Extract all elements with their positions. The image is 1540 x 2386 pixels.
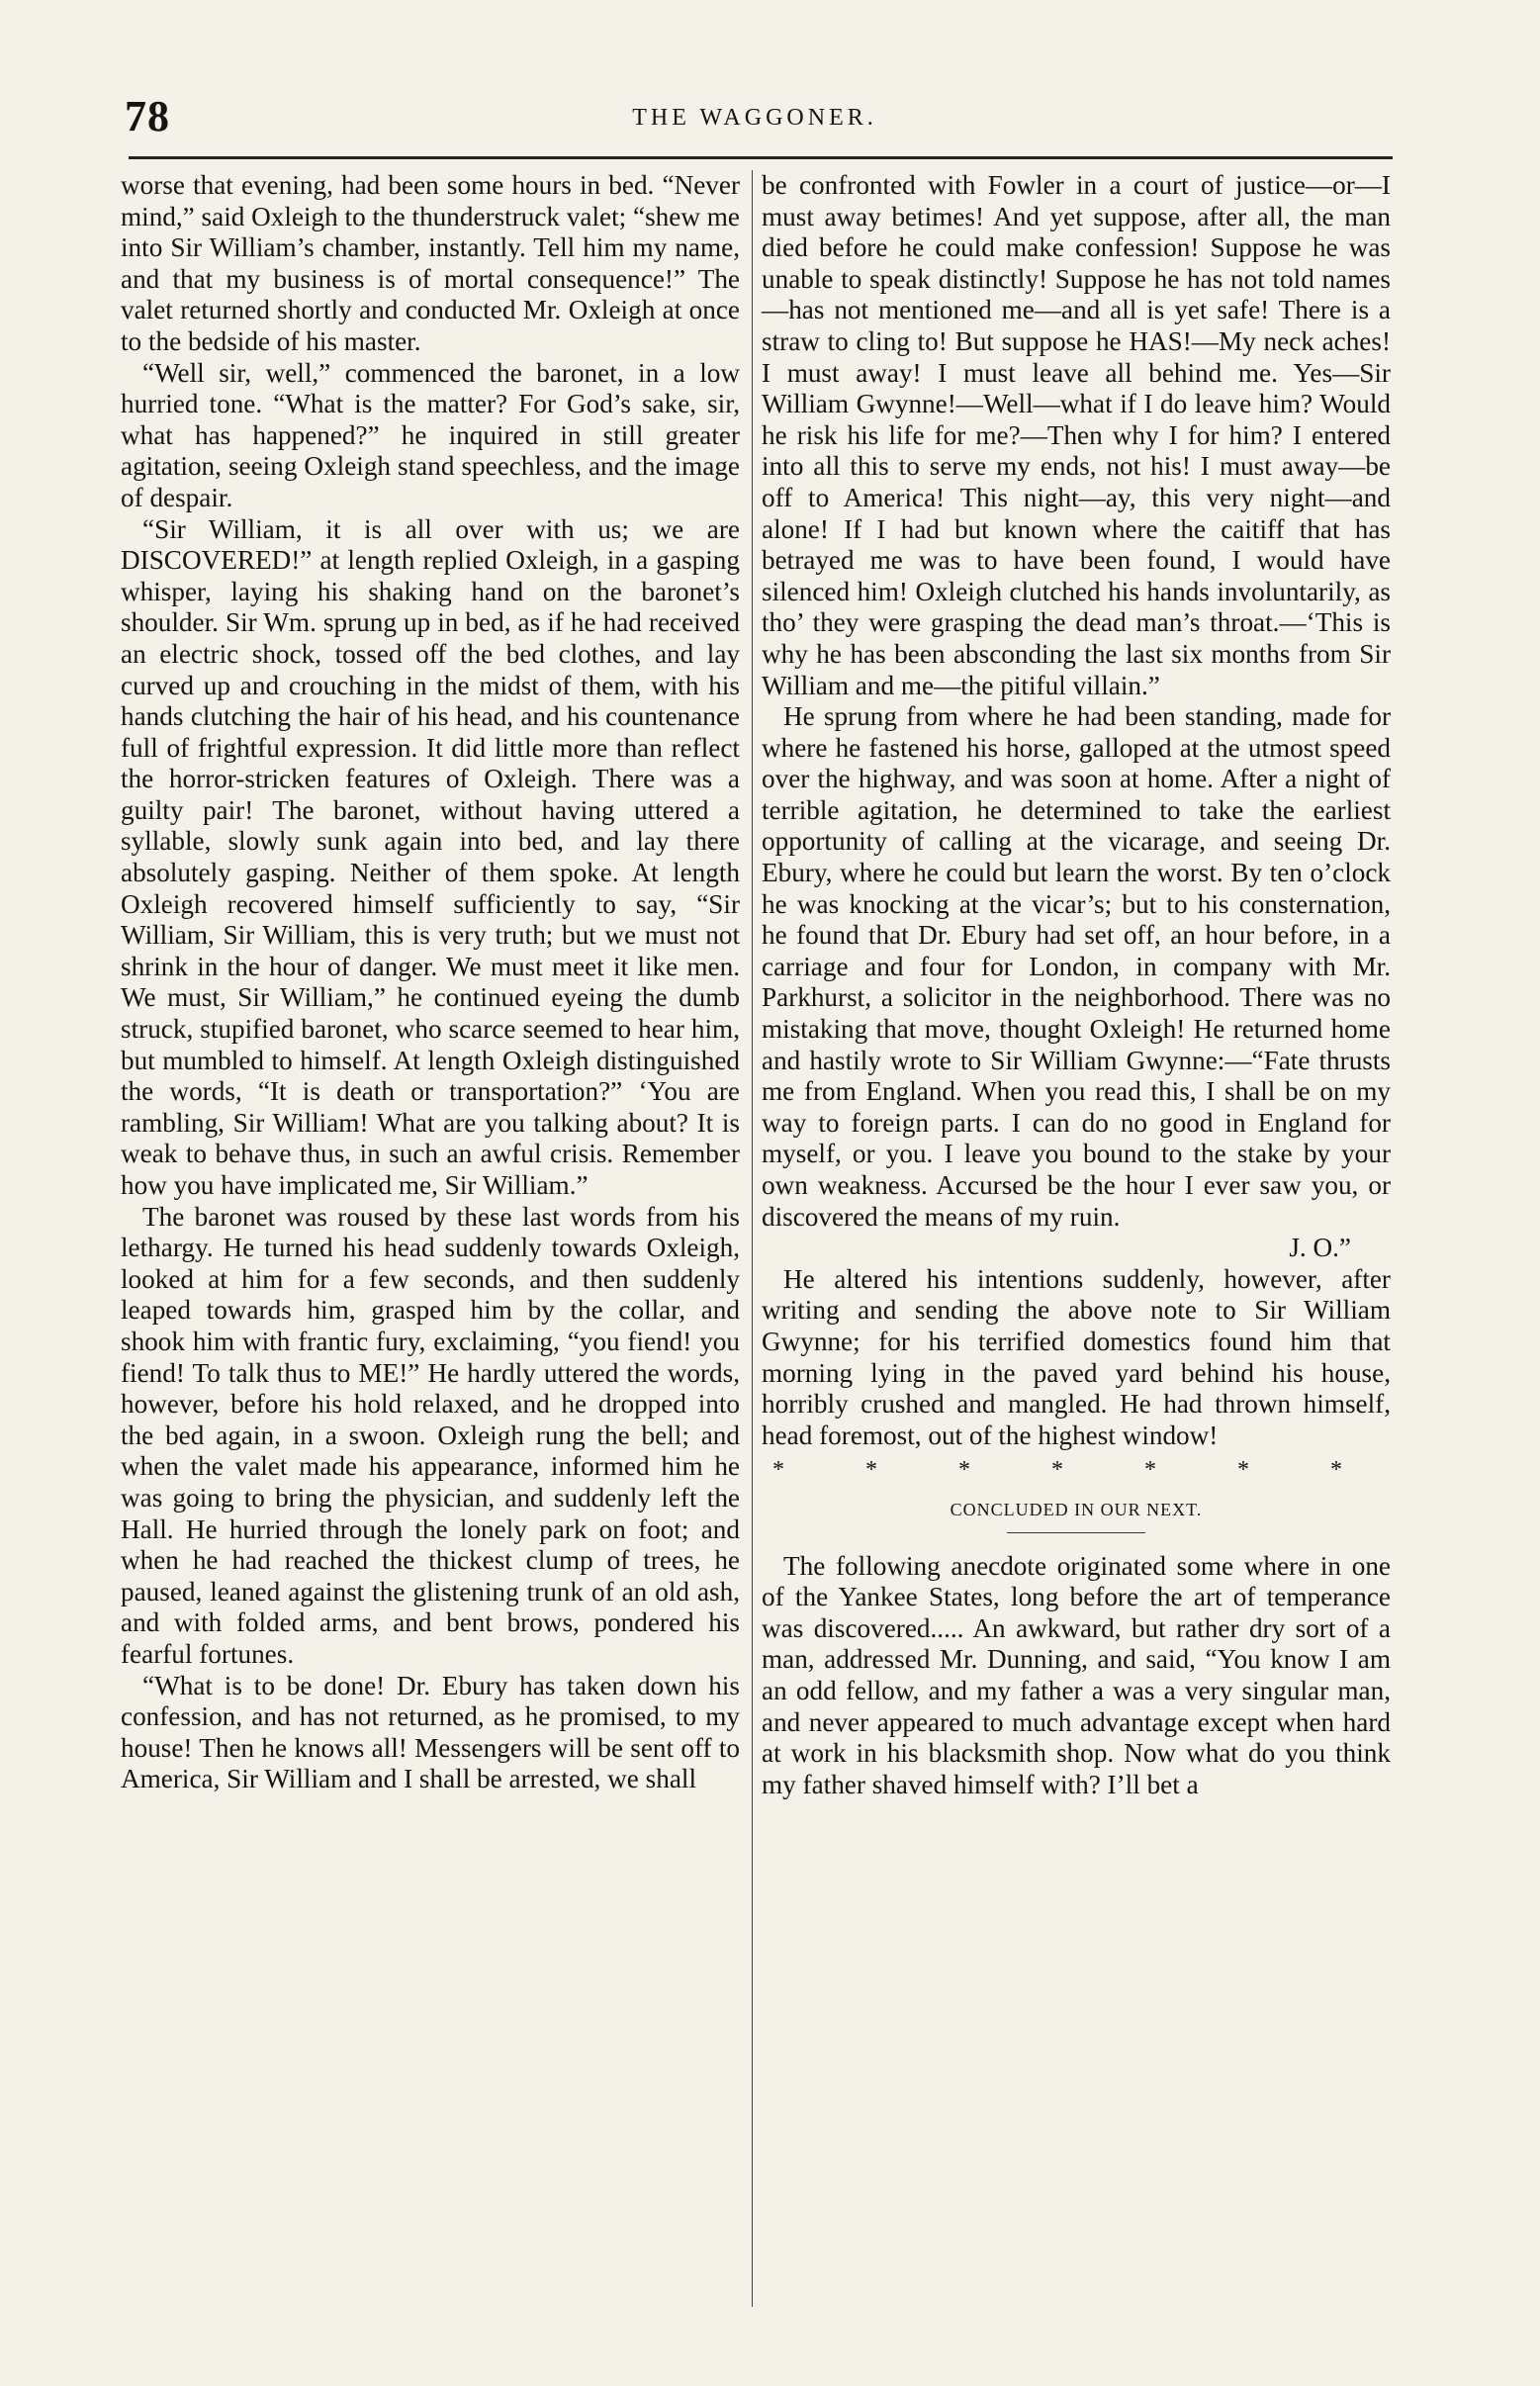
concluded-notice: CONCLUDED IN OUR NEXT. <box>950 1499 1203 1519</box>
signature: J. O.” <box>1289 1233 1351 1263</box>
running-title: THE WAGGONER. <box>632 105 877 131</box>
column-divider <box>752 170 753 2307</box>
paragraph: worse that evening, had been some hours in bed. “Never mind,” said Oxleigh to the thunderstruck valet; “shew me into Sir William’s chamber, instantly. Tell him my name, and that my business is of mortal consequence!” The valet returned shortly and conducted Mr. Oxleigh at once to the bedside of his master. <box>121 170 740 356</box>
right-column <box>762 170 1391 1800</box>
paragraph: “What is to be done! Dr. Ebury has taken down his confession, and has not returned, as he promised, to my house! Then he knows all! Messengers will be sent off to America, Sir William and I shall be arrested, we shall <box>121 1670 740 1794</box>
section-rule <box>1007 1532 1145 1533</box>
page-number: 78 <box>125 92 170 140</box>
header-rule <box>129 156 1393 159</box>
paragraph: He altered his intentions suddenly, however, after writing and sending the above note to Sir William Gwynne; for his terrified domestics found him that morning lying in the paved yard behind his house, horribly crushed and mangled. He had thrown himself, head foremost, out of the highest window! <box>762 1263 1391 1450</box>
paragraph: The baronet was roused by these last words from his lethargy. He turned his head suddenly towards Oxleigh, looked at him for a few seconds, and then suddenly leaped towards him, grasped him by the collar, and shook him with frantic fury, exclaiming, “you fiend! you fiend! To talk thus to ME!” He hardly uttered the words, however, before his hold relaxed, and he dropped into the bed again, in a swoon. Oxleigh rung the bell; and when the valet made his appearance, informed him he was going to bring the physician, and suddenly left the Hall. He hurried through the lonely park on foot; and when he had reached the thickest clump of trees, he paused, leaned against the glistening trunk of an old ash, and with folded arms, and bent brows, pondered his fearful fortunes. <box>121 1201 740 1669</box>
left-column <box>121 170 740 1795</box>
section-stars: * * * * * * * <box>772 1457 1380 1484</box>
paragraph: be confronted with Fowler in a court of justice—or—I must away betimes! And yet suppose, after all, the man died before he could make confession! Suppose he was unable to speak distinctly! Suppose he has not told names—has not mentioned me—and all is yet safe! There is a straw to cling to! But suppose he HAS!—My neck aches! I must away! I must leave all behind me. Yes—Sir William Gwynne!—Well—what if I do leave him? Would he risk his life for me?—Then why I for him? I entered into all this to serve my ends, not his! I must away—be off to America! This night—ay, this very night—and alone! If I had but known where the caitiff that has betrayed me was to have been found, I would have silenced him! Oxleigh clutched his hands involuntarily, as tho’ they were grasping the dead man’s throat.—‘This is why he has been absconding the last six months from Sir William and me—the pitiful villain.” <box>762 170 1391 700</box>
paragraph: He sprung from where he had been standing, made for where he fastened his horse, galloped at the utmost speed over the highway, and was soon at home. After a night of terrible agitation, he determined to take the earliest opportunity of calling at the vicarage, and seeing Dr. Ebury, where he could but learn the worst. By ten o’clock he was knocking at the vicar’s; but to his consternation, he found that Dr. Ebury had set off, an hour before, in a carriage and four for London, in company with Mr. Parkhurst, a solicitor in the neighborhood. There was no mistaking that move, thought Oxleigh! He returned home and hastily wrote to Sir William Gwynne:—“Fate thrusts me from England. When you read this, I shall be on my way to foreign parts. I can do no good in England for myself, or you. I leave you bound to the stake by your own weakness. Accursed be the hour I ever saw you, or discovered the means of my ruin. <box>762 701 1391 1232</box>
paragraph: “Sir William, it is all over with us; we are DISCOVERED!” at length replied Oxleigh, in a gasping whisper, laying his shaking hand on the baronet’s shoulder. Sir Wm. sprung up in bed, as if he had received an electric shock, tossed off the bed clothes, and lay curved up and crouching in the midst of them, with his hands clutching the hair of his head, and his countenance full of frightful expression. It did little more than reflect the horror-stricken features of Oxleigh. There was a guilty pair! The baronet, without having uttered a syllable, slowly sunk again into bed, and lay there absolutely gasping. Neither of them spoke. At length Oxleigh recovered himself sufficiently to say, “Sir William, Sir William, this is very truth; but we must not shrink in the hour of danger. We must meet it like men. We must, Sir William,” he continued eyeing the dumb struck, stupified baronet, who scarce seemed to hear him, but mumbled to himself. At length Oxleigh distinguished the words, “It is death or transportation?” ‘You are rambling, Sir William! What are you talking about? It is weak to behave thus, in such an awful crisis. Remember how you have implicated me, Sir William.” <box>121 513 740 1200</box>
paragraph: The following anecdote originated some where in one of the Yankee States, long before the art of temperance was discovered..... An awkward, but rather dry sort of a man, addressed Mr. Dunning, and said, “You know I am an odd fellow, and my father a was a very singular man, and never appeared to much advantage except when hard at work in his blacksmith shop. Now what do you think my father shaved himself with? I’ll bet a <box>762 1550 1391 1799</box>
paragraph: “Well sir, well,” commenced the baronet, in a low hurried tone. “What is the matter? For God’s sake, sir, what has happened?” he inquired in still greater agitation, seeing Oxleigh stand speechless, and the image of despair. <box>121 357 740 512</box>
page-header <box>117 91 1393 150</box>
